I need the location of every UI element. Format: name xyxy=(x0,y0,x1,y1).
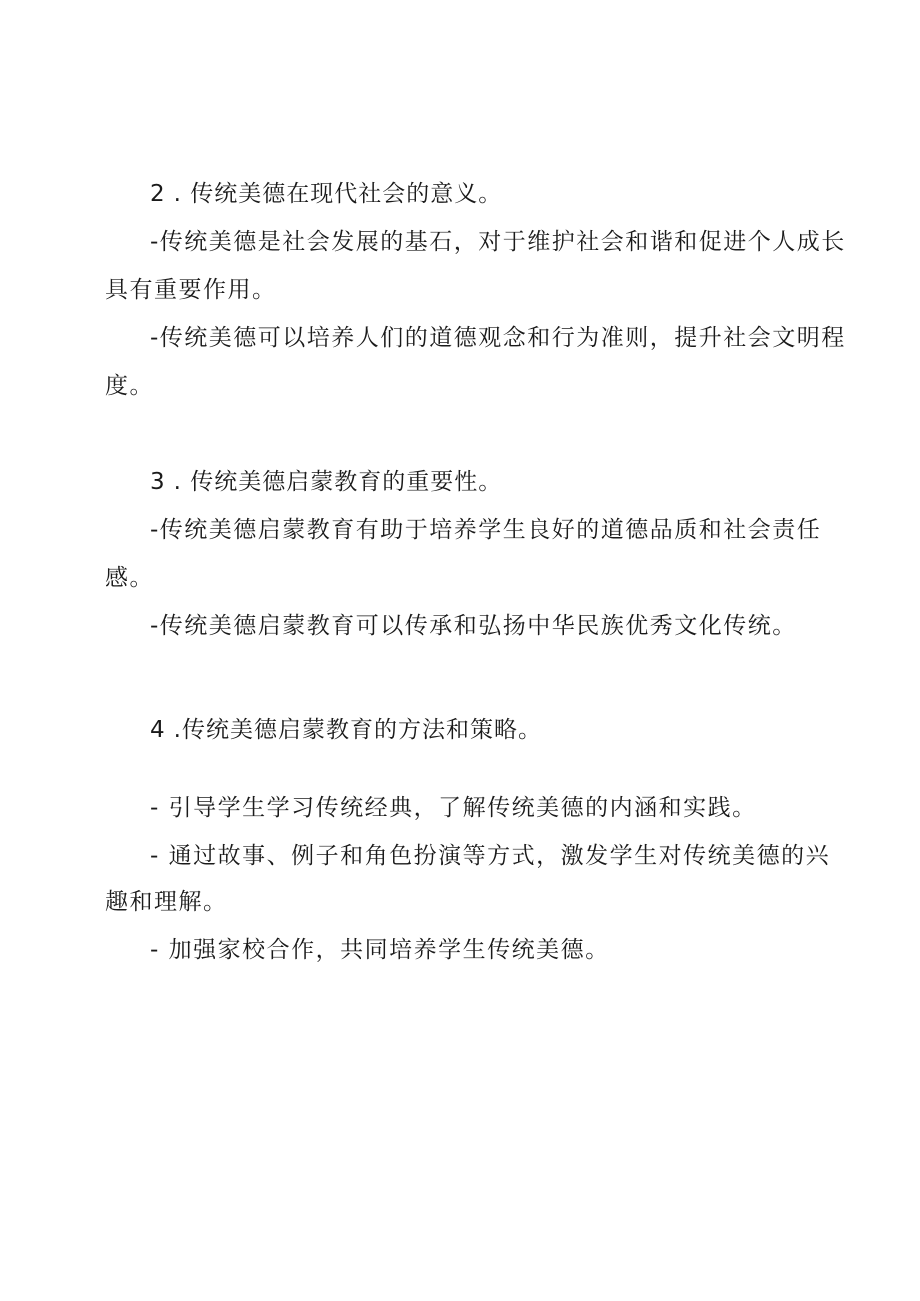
section-number: 2 xyxy=(150,181,166,207)
bullet-item: - 通过故事、例子和角色扮演等方式，激发学生对传统美德的兴 xyxy=(150,843,831,869)
paragraph-line: 度。 xyxy=(105,373,154,399)
section-number: 4 xyxy=(150,717,166,743)
section-title: .传统美德启蒙教育的方法和策略。 xyxy=(173,717,542,743)
paragraph-line: -传统美德可以培养人们的道德观念和行为准则，提升社会文明程 xyxy=(150,325,846,351)
section-heading-4 xyxy=(150,716,542,744)
paragraph-line: -传统美德是社会发展的基石，对于维护社会和谐和促进个人成长 xyxy=(150,229,846,255)
paragraph-line: -传统美德启蒙教育有助于培养学生良好的道德品质和社会责任 xyxy=(150,517,822,543)
section-heading-2 xyxy=(150,180,502,208)
paragraph-line: -传统美德启蒙教育可以传承和弘扬中华民族优秀文化传统。 xyxy=(150,613,797,639)
bullet-item: 趣和理解。 xyxy=(105,889,228,915)
bullet-item: - 引导学生学习传统经典，了解传统美德的内涵和实践。 xyxy=(150,795,757,821)
bullet-item: - 加强家校合作，共同培养学生传统美德。 xyxy=(150,937,610,963)
paragraph-line: 感。 xyxy=(105,565,154,591)
section-title: . 传统美德在现代社会的意义。 xyxy=(173,181,503,207)
section-heading-3 xyxy=(150,468,502,496)
section-number: 3 xyxy=(150,469,166,495)
paragraph-line: 具有重要作用。 xyxy=(105,277,277,303)
section-title: . 传统美德启蒙教育的重要性。 xyxy=(173,469,503,495)
